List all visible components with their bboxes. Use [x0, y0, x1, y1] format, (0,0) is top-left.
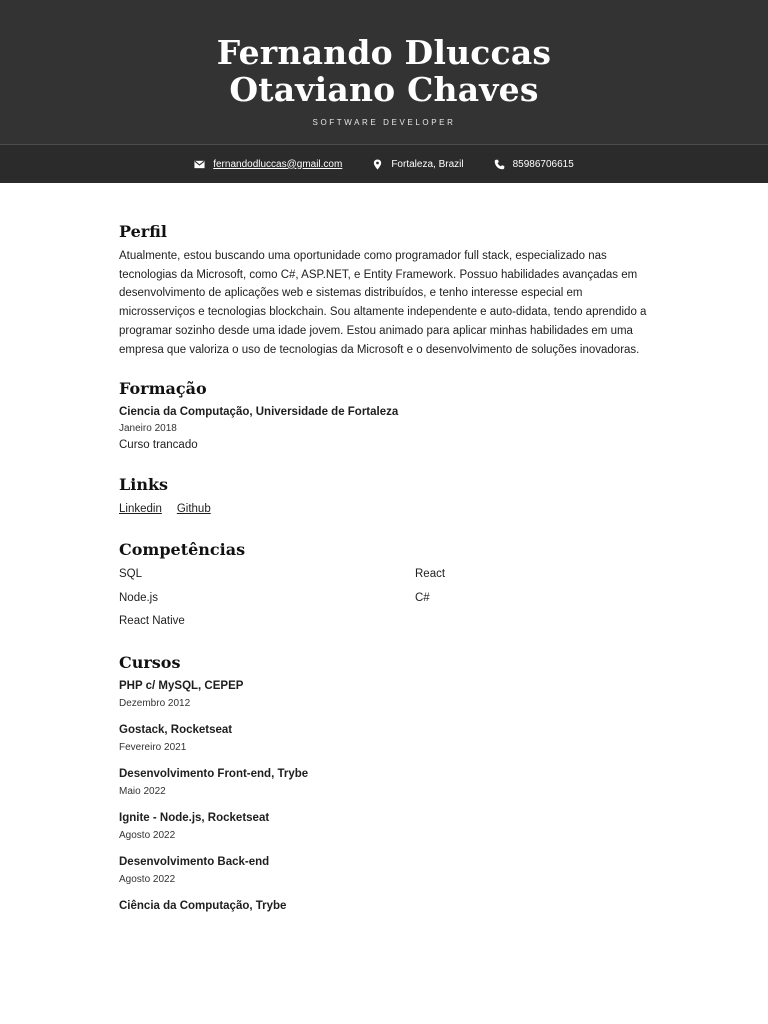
name-line-2: Otaviano Chaves: [229, 70, 539, 109]
course-date: Agosto 2022: [119, 829, 176, 841]
course-title: Desenvolvimento Back-end: [119, 855, 270, 868]
education-entry-title: Ciencia da Computação, Universidade de Fortaleza: [119, 406, 399, 419]
phone-text: 85986706615: [512, 158, 574, 170]
course-date: Dezembro 2012: [119, 697, 191, 709]
education-title: Formação: [119, 379, 207, 399]
course-title: Ignite - Node.js, Rocketseat: [119, 811, 270, 824]
location-text: Fortaleza, Brazil: [391, 158, 464, 170]
course-title: Gostack, Rocketseat: [119, 723, 233, 736]
email-link[interactable]: fernandodluccas@gmail.com: [213, 158, 343, 170]
job-role: SOFTWARE DEVELOPER: [312, 118, 456, 127]
resume-header: [0, 0, 768, 144]
skills-title: Competências: [119, 540, 246, 560]
name-line-1: Fernando Dluccas: [216, 33, 552, 72]
mail-icon: [194, 159, 205, 170]
course-item: [119, 766, 654, 799]
courses-section: [119, 653, 654, 915]
course-date: Maio 2022: [119, 785, 166, 797]
links-title: Links: [119, 475, 169, 495]
contact-location: [372, 159, 463, 170]
course-title: Ciência da Computação, Trybe: [119, 899, 287, 912]
contact-email[interactable]: [194, 159, 342, 170]
course-item: [119, 722, 654, 755]
links-section: [119, 475, 654, 518]
course-item: [119, 898, 654, 915]
skill-item: Node.js: [119, 591, 158, 604]
contact-phone[interactable]: [494, 159, 574, 170]
location-pin-icon: [372, 159, 383, 170]
skill-item: C#: [415, 591, 430, 604]
profile-title: Perfil: [119, 222, 167, 241]
course-item: [119, 854, 654, 887]
resume-content: [119, 222, 654, 931]
course-title: Desenvolvimento Front-end, Trybe: [119, 767, 309, 780]
education-description: Curso trancado: [119, 439, 198, 452]
profile-text: Atualmente, estou buscando uma oportunidade como programador full stack, especializado nas tecnologias da Microsoft, como C#, ASP.NET, e Entity Framework. Possuo habilidades avançadas em desenvolvimento de aplicações web e sistemas distribuídos, e tenho interesse especial em microsserviços e tecnologias blockchain. Sou altamente independente e auto-didata, tendo aprendido a programar sozinho desde uma idade jovem. Estou animado para aplicar minhas habilidades em uma empresa que valoriza o uso de tecnologias da Microsoft e o desenvolvimento de soluções inovadoras.: [119, 250, 647, 356]
course-item: [119, 678, 654, 711]
education-date: Janeiro 2018: [119, 423, 177, 435]
skill-item: React: [415, 568, 446, 581]
skill-item: SQL: [119, 568, 143, 581]
course-date: Fevereiro 2021: [119, 741, 187, 753]
course-item: [119, 810, 654, 843]
links-row: [119, 500, 654, 518]
skills-grid: [119, 565, 654, 631]
courses-title: Cursos: [119, 652, 181, 672]
profile-section: [119, 222, 654, 359]
contact-bar: [0, 144, 768, 183]
linkedin-link[interactable]: Linkedin: [119, 503, 162, 516]
skill-item: React Native: [119, 615, 185, 628]
course-date: Agosto 2022: [119, 873, 176, 885]
course-title: PHP c/ MySQL, CEPEP: [119, 679, 244, 692]
candidate-name: [0, 34, 768, 108]
education-section: [119, 379, 654, 455]
phone-icon: [494, 159, 505, 170]
skills-section: [119, 540, 654, 631]
github-link[interactable]: Github: [176, 503, 211, 516]
